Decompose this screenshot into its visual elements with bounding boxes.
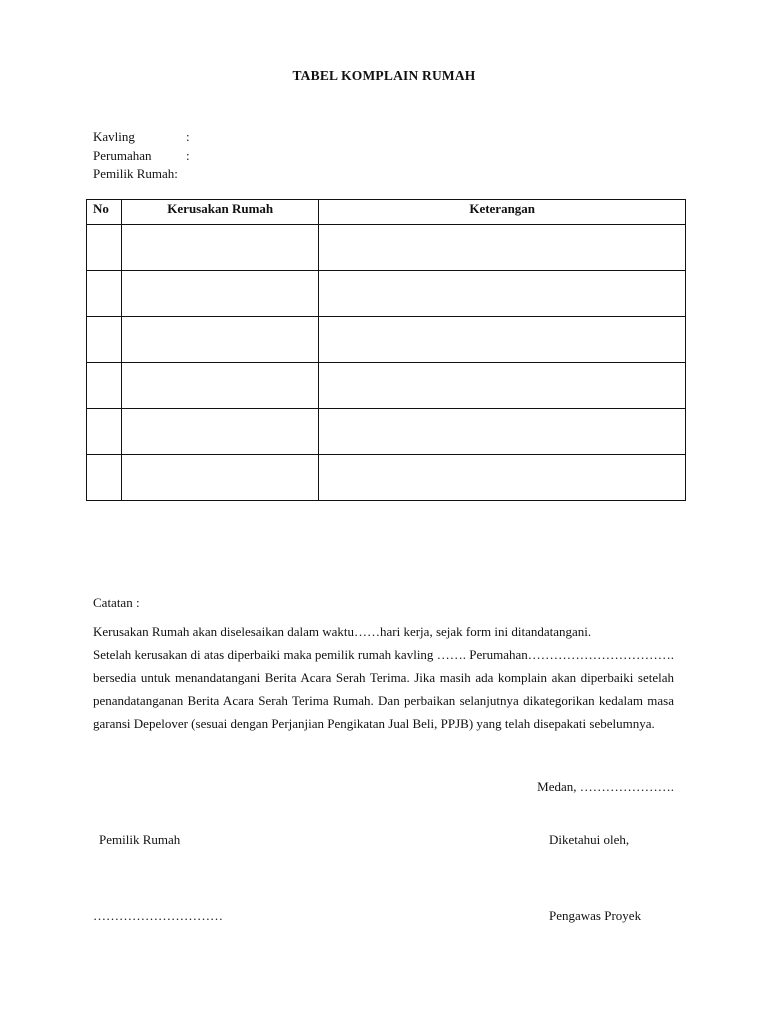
table-row [87, 455, 686, 501]
cell-kerusakan[interactable] [122, 271, 319, 317]
perumahan-separator: : [186, 147, 190, 163]
cell-keterangan[interactable] [319, 271, 686, 317]
info-row-pemilik [93, 165, 190, 184]
notes-paragraph-2: Setelah kerusakan di atas diperbaiki maka pemilik rumah kavling ……. Perumahan……………………………. bersedia untuk menandatangani Berita Acara Serah Terima. Jika masih ada komplain akan diperbaiki setelah penandatanganan Berita Acara Serah Terima Rumah. Dan perbaikan selanjutnya dikategorikan kedalam masa garansi Depelover (sesuai dengan Perjanjian Pengikatan Jual Beli, PPJB) yang telah disepakati sebelumnya. [93, 647, 674, 731]
kavling-label: Kavling [93, 129, 135, 144]
cell-no[interactable] [87, 271, 122, 317]
notes-paragraph-1: Kerusakan Rumah akan diselesaikan dalam waktu……hari kerja, sejak form ini ditandatangani. [93, 624, 592, 639]
table-row [87, 409, 686, 455]
cell-keterangan[interactable] [319, 363, 686, 409]
document-title: TABEL KOMPLAIN RUMAH [292, 68, 476, 83]
cell-no[interactable] [87, 317, 122, 363]
info-row-kavling [93, 128, 190, 147]
header-keterangan: Keterangan [319, 200, 686, 225]
kavling-separator: : [186, 129, 190, 144]
pemilik-label: Pemilik Rumah: [93, 166, 178, 181]
table-row [87, 317, 686, 363]
signature-owner-title: Pemilik Rumah [99, 832, 181, 847]
table-header-row [87, 200, 686, 225]
cell-keterangan[interactable] [319, 409, 686, 455]
cell-kerusakan[interactable] [122, 225, 319, 271]
info-block [93, 128, 190, 184]
table-row [87, 271, 686, 317]
complaint-table [86, 199, 686, 501]
cell-kerusakan[interactable] [122, 363, 319, 409]
signature-supervisor-name: Pengawas Proyek [549, 908, 642, 923]
cell-keterangan[interactable] [319, 317, 686, 363]
table-row [87, 363, 686, 409]
cell-keterangan[interactable] [319, 455, 686, 501]
cell-no[interactable] [87, 363, 122, 409]
perumahan-label: Perumahan [93, 147, 152, 163]
header-no: No [87, 200, 122, 225]
place-date: Medan, …………………. [537, 779, 674, 794]
cell-keterangan[interactable] [319, 225, 686, 271]
cell-no[interactable] [87, 409, 122, 455]
info-row-perumahan [93, 147, 190, 166]
cell-kerusakan[interactable] [122, 455, 319, 501]
notes-label: Catatan : [93, 595, 140, 610]
cell-kerusakan[interactable] [122, 409, 319, 455]
cell-kerusakan[interactable] [122, 317, 319, 363]
cell-no[interactable] [87, 455, 122, 501]
signature-acknowledged-title: Diketahui oleh, [549, 832, 630, 847]
notes-body [93, 620, 674, 735]
signature-owner-name: ………………………… [93, 908, 223, 923]
table-row [87, 225, 686, 271]
header-kerusakan: Kerusakan Rumah [122, 200, 319, 225]
cell-no[interactable] [87, 225, 122, 271]
